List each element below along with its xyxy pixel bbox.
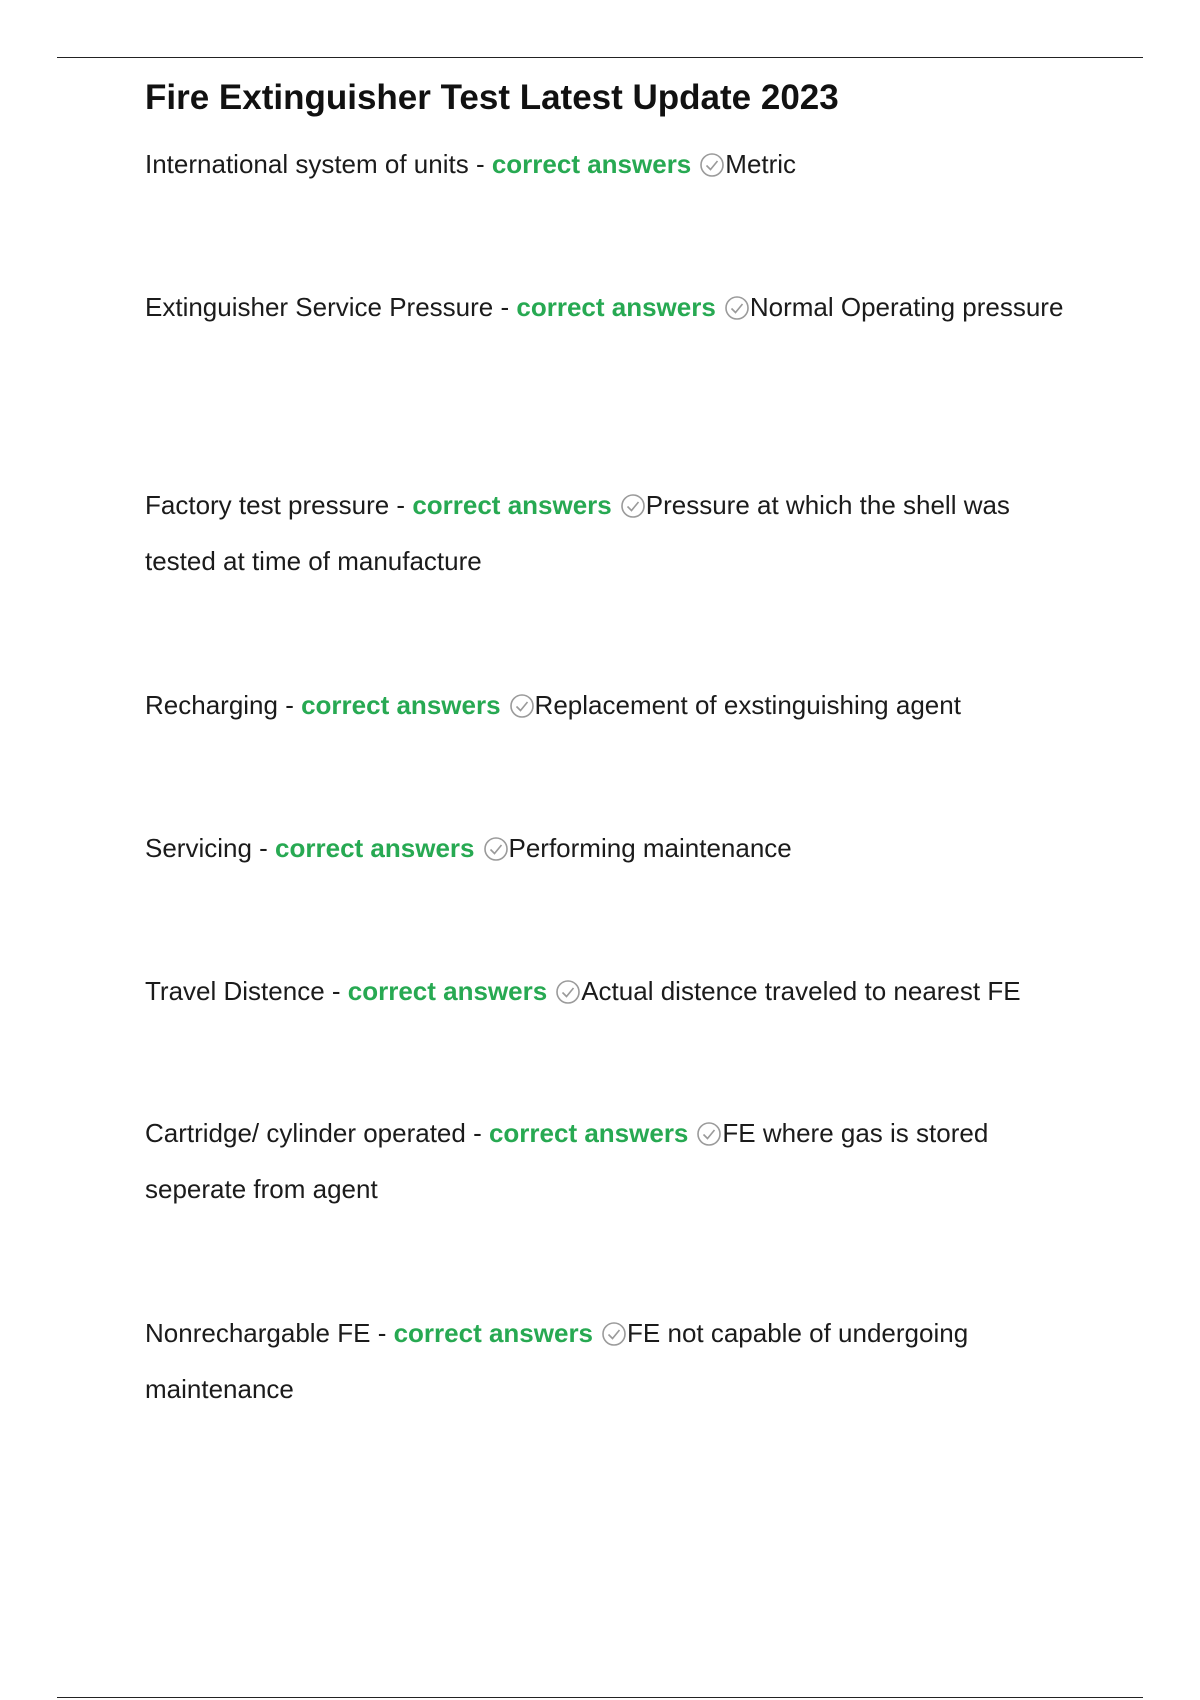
answer-tag: correct answers: [393, 1318, 594, 1348]
answer-tag: correct answers: [301, 690, 501, 720]
entry-term: Nonrechargable FE: [145, 1318, 371, 1348]
entry-answer: Replacement of exstinguishing agent: [534, 690, 961, 720]
bottom-rule: [57, 1697, 1143, 1698]
document-title: Fire Extinguisher Test Latest Update 2023: [145, 78, 839, 117]
answer-tag: correct answers: [491, 149, 692, 179]
qa-entry-2: [145, 477, 1075, 589]
entry-separator: -: [251, 833, 276, 863]
qa-entry-4: [145, 820, 1075, 876]
entry-term: Factory test pressure: [145, 490, 390, 520]
entry-term: Recharging: [145, 690, 278, 720]
entry-answer: Actual distence traveled to nearest FE: [581, 976, 1021, 1006]
entry-separator: -: [389, 490, 413, 520]
entry-separator: -: [277, 690, 302, 720]
entry-separator: -: [370, 1318, 394, 1348]
entry-term: Travel Distence: [145, 976, 325, 1006]
answer-tag: correct answers: [347, 976, 548, 1006]
qa-entry-6: [145, 1105, 1075, 1217]
entry-answer: Metric: [725, 149, 797, 179]
check-circle-icon: [699, 152, 725, 178]
answer-tag: correct answers: [516, 292, 716, 322]
entry-term: International system of units: [145, 149, 469, 179]
entry-answer: FE where gas is stored seperate from agent: [145, 1118, 989, 1204]
entry-separator: -: [465, 1118, 489, 1148]
entry-term: Extinguisher Service Pressure: [145, 292, 494, 322]
check-circle-icon: [601, 1321, 627, 1347]
entry-separator: -: [468, 149, 492, 179]
entry-answer: Performing maintenance: [508, 833, 792, 863]
check-circle-icon: [696, 1121, 722, 1147]
qa-entry-0: [145, 136, 1075, 192]
qa-entry-7: [145, 1305, 1075, 1417]
entry-separator: -: [493, 292, 517, 322]
entry-answer: Pressure at which the shell was tested at time of manufacture: [145, 490, 1010, 576]
qa-entry-3: [145, 677, 1075, 733]
check-circle-icon: [509, 693, 535, 719]
entry-separator: -: [324, 976, 348, 1006]
entry-answer: FE not capable of undergoing maintenance: [145, 1318, 969, 1404]
entry-answer: Normal Operating pressure: [749, 292, 1064, 322]
entry-term: Servicing: [145, 833, 252, 863]
entry-term: Cartridge/ cylinder operated: [145, 1118, 466, 1148]
check-circle-icon: [483, 836, 509, 862]
qa-entry-5: [145, 963, 1075, 1019]
top-rule: [57, 57, 1143, 58]
answer-tag: correct answers: [275, 833, 475, 863]
check-circle-icon: [555, 979, 581, 1005]
answer-tag: correct answers: [412, 490, 612, 520]
answer-tag: correct answers: [488, 1118, 689, 1148]
check-circle-icon: [724, 295, 750, 321]
check-circle-icon: [620, 493, 646, 519]
qa-entry-1: [145, 279, 1075, 335]
